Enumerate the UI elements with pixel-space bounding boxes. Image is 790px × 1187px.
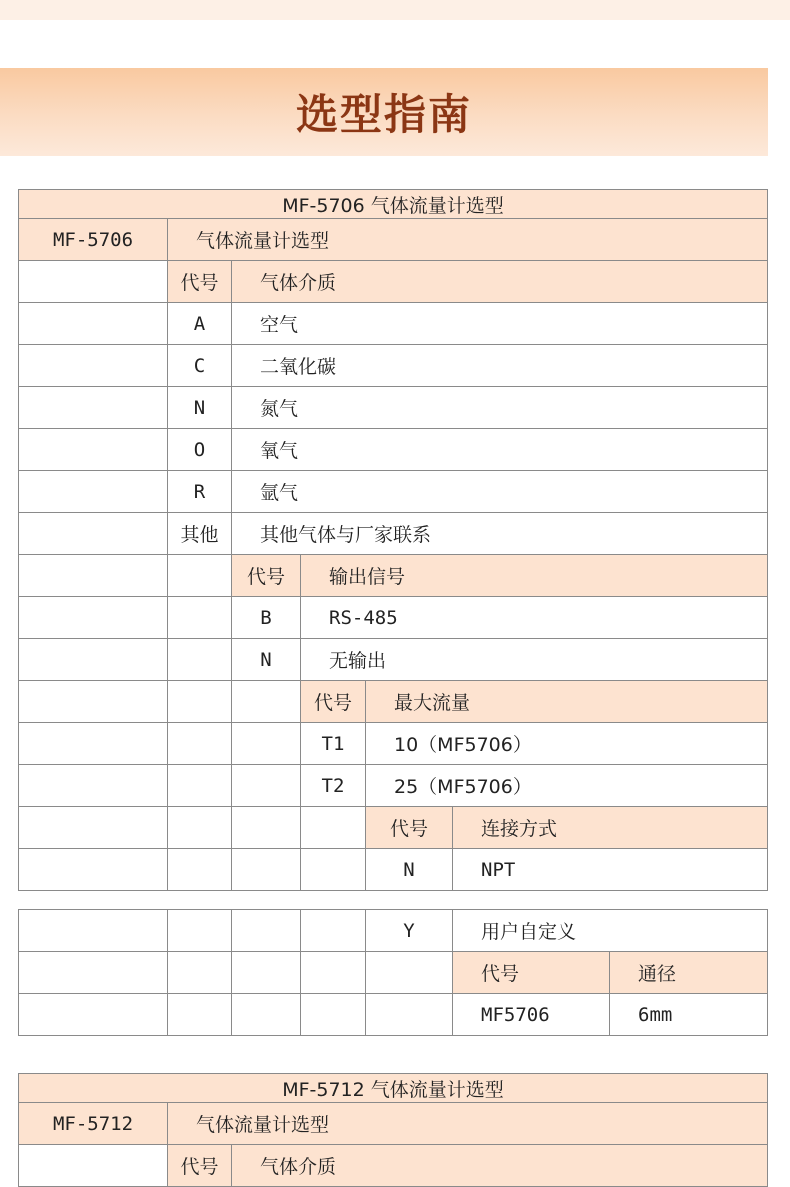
connect-code-header: 代号 (366, 807, 453, 849)
flow-name-header: 最大流量 (366, 681, 768, 723)
gas-code: N (168, 387, 232, 429)
model-desc: 气体流量计选型 (168, 219, 768, 261)
table-row (19, 994, 768, 1036)
output-header-row (19, 555, 768, 597)
banner-title: 选型指南 (295, 90, 472, 139)
gas-header-row (19, 261, 768, 303)
diameter-code-header: 代号 (453, 952, 610, 994)
flow-code: T2 (301, 765, 366, 807)
gas-name: 空气 (232, 303, 768, 345)
table-row (19, 639, 768, 681)
model-desc: 气体流量计选型 (168, 1103, 768, 1145)
diameter-code: MF5706 (453, 994, 610, 1036)
table-row (19, 471, 768, 513)
table-title: MF-5706 气体流量计选型 (19, 190, 768, 219)
output-name-header: 输出信号 (301, 555, 768, 597)
flow-code-header: 代号 (301, 681, 366, 723)
gas-name: 其他气体与厂家联系 (232, 513, 768, 555)
selection-table-continuation (18, 909, 768, 1036)
selection-table-mf5706 (18, 189, 768, 891)
connect-name: 用户自定义 (453, 910, 768, 952)
diameter-size-header: 通径 (610, 952, 768, 994)
output-name: 无输出 (301, 639, 768, 681)
gas-name: 二氧化碳 (232, 345, 768, 387)
output-code: N (232, 639, 301, 681)
gas-name: 氧气 (232, 429, 768, 471)
output-code-header: 代号 (232, 555, 301, 597)
table-row (19, 849, 768, 891)
connect-name: NPT (453, 849, 768, 891)
gas-name: 氮气 (232, 387, 768, 429)
table-title-row (19, 190, 768, 219)
gas-code: A (168, 303, 232, 345)
model-row (19, 1103, 768, 1145)
table-row (19, 387, 768, 429)
flow-header-row (19, 681, 768, 723)
flow-name: 10（MF5706） (366, 723, 768, 765)
gas-code: O (168, 429, 232, 471)
flow-code: T1 (301, 723, 366, 765)
gas-name-header: 气体介质 (232, 261, 768, 303)
table-row (19, 429, 768, 471)
table-row (19, 513, 768, 555)
diameter-header-row (19, 952, 768, 994)
table-row (19, 345, 768, 387)
table-row (19, 303, 768, 345)
connect-code: Y (366, 910, 453, 952)
gas-code: C (168, 345, 232, 387)
output-name: RS-485 (301, 597, 768, 639)
table-row (19, 723, 768, 765)
connect-header-row (19, 807, 768, 849)
gas-code-header: 代号 (168, 261, 232, 303)
connect-code: N (366, 849, 453, 891)
table-row (19, 910, 768, 952)
table-title-row (19, 1074, 768, 1103)
output-code: B (232, 597, 301, 639)
top-band (0, 0, 790, 20)
model-code: MF-5706 (19, 219, 168, 261)
diameter-size: 6mm (610, 994, 768, 1036)
gas-code: R (168, 471, 232, 513)
flow-name: 25（MF5706） (366, 765, 768, 807)
table-row (19, 765, 768, 807)
table-row (19, 597, 768, 639)
gas-code-header: 代号 (168, 1145, 232, 1187)
gas-header-row (19, 1145, 768, 1187)
connect-name-header: 连接方式 (453, 807, 768, 849)
section-banner (0, 68, 768, 156)
model-code: MF-5712 (19, 1103, 168, 1145)
gas-code: 其他 (168, 513, 232, 555)
model-row (19, 219, 768, 261)
table-title: MF-5712 气体流量计选型 (19, 1074, 768, 1103)
gas-name: 氩气 (232, 471, 768, 513)
selection-table-mf5712 (18, 1073, 768, 1187)
gas-name-header: 气体介质 (232, 1145, 768, 1187)
